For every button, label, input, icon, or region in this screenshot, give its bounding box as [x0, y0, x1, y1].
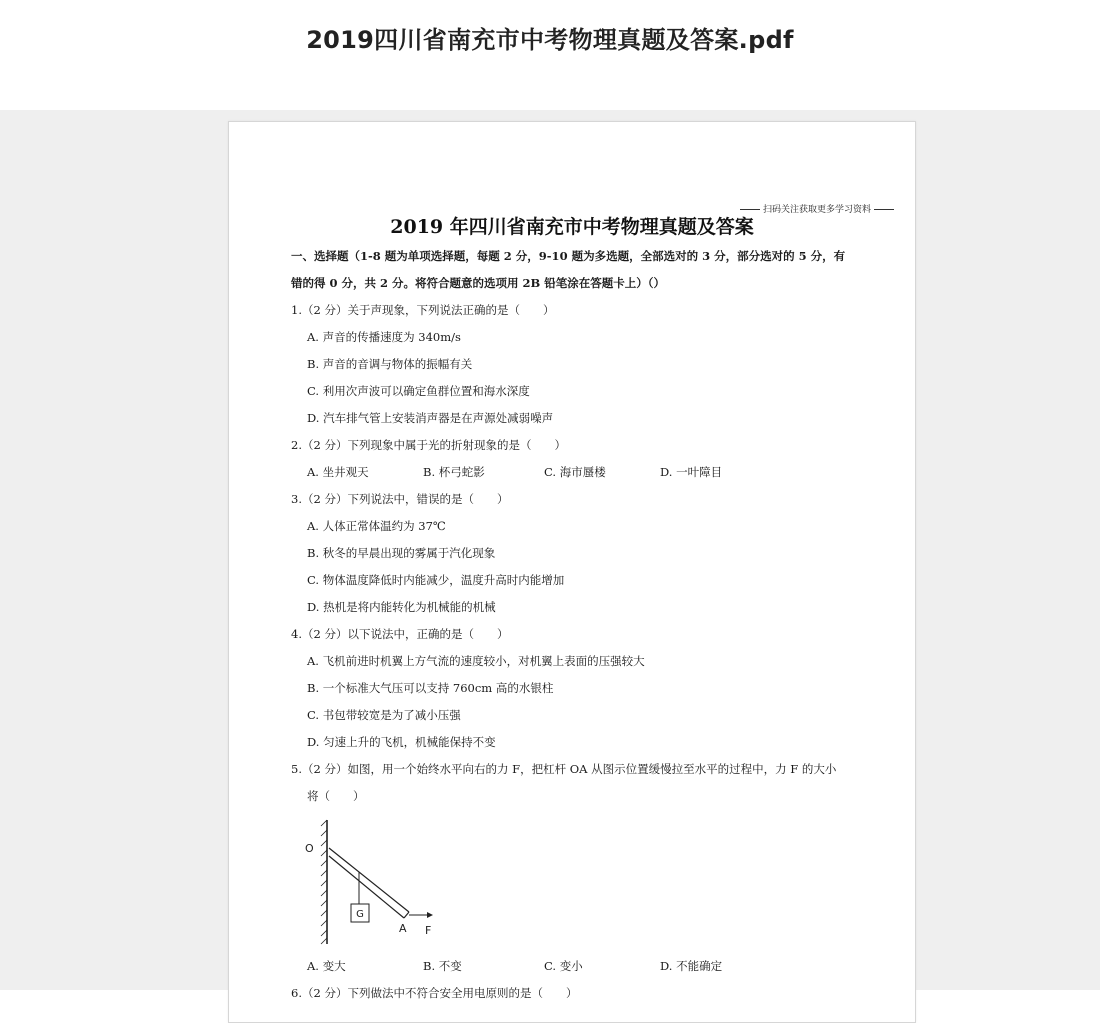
- lever-diagram: [299, 812, 459, 952]
- question-5-option-a: A. 变大: [307, 959, 346, 973]
- question-5-option-d: D. 不能确定: [660, 959, 723, 973]
- wall: [321, 820, 327, 944]
- question-5-stem-line2: 将（ ）: [307, 789, 365, 803]
- document-viewer[interactable]: [0, 110, 1100, 1000]
- question-3-stem: 3.（2 分）下列说法中，错误的是（ ）: [291, 492, 509, 506]
- question-1-option-c: C. 利用次声波可以确定鱼群位置和海水深度: [307, 384, 530, 398]
- question-3-option-b: B. 秋冬的早晨出现的雾属于汽化现象: [307, 546, 496, 560]
- label-f: F: [425, 924, 432, 937]
- question-2-option-b: B. 杯弓蛇影: [423, 465, 485, 479]
- question-2-option-a: A. 坐井观天: [307, 465, 369, 479]
- question-3-option-c: C. 物体温度降低时内能减少，温度升高时内能增加: [307, 573, 565, 587]
- question-1-stem: 1.（2 分）关于声现象，下列说法正确的是（ ）: [291, 303, 555, 317]
- viewer-header: [0, 0, 1100, 110]
- question-2-stem: 2.（2 分）下列现象中属于光的折射现象的是（ ）: [291, 438, 566, 452]
- section-heading-line2: 错的得 0 分，共 2 分。将符合题意的选项用 2B 铅笔涂在答题卡上）（）: [291, 276, 665, 290]
- file-title: 2019四川省南充市中考物理真题及答案.pdf: [306, 26, 794, 54]
- label-a: A: [399, 922, 407, 935]
- pdf-page: [228, 121, 916, 1023]
- question-1-option-b: B. 声音的音调与物体的振幅有关: [307, 357, 473, 371]
- question-4-option-c: C. 书包带较宽是为了减小压强: [307, 708, 461, 722]
- note-dash-left: [740, 209, 760, 210]
- question-4-option-a: A. 飞机前进时机翼上方气流的速度较小，对机翼上表面的压强较大: [307, 654, 645, 668]
- note-dash-right: [874, 209, 894, 210]
- document-title: 2019 年四川省南充市中考物理真题及答案: [390, 216, 754, 238]
- question-2-option-d: D. 一叶障目: [660, 465, 723, 479]
- question-5-stem-line1: 5.（2 分）如图，用一个始终水平向右的力 F，把杠杆 OA 从图示位置缓慢拉至水平的过程中，力 F 的大小: [291, 762, 837, 776]
- top-note-text: 扫码关注获取更多学习资料: [762, 205, 871, 215]
- question-4-option-d: D. 匀速上升的飞机，机械能保持不变: [307, 735, 496, 749]
- question-3-option-a: A. 人体正常体温约为 37℃: [307, 519, 446, 533]
- question-4-stem: 4.（2 分）以下说法中，正确的是（ ）: [291, 627, 509, 641]
- force-arrow: [409, 912, 433, 918]
- section-heading-line1: 一、选择题（1-8 题为单项选择题，每题 2 分，9-10 题为多选题，全部选对的 3 分，部分选对的 5 分，有: [291, 249, 846, 263]
- question-5-option-b: B. 不变: [423, 959, 462, 973]
- question-1-option-d: D. 汽车排气管上安装消声器是在声源处减弱噪声: [307, 411, 554, 425]
- question-4-option-b: B. 一个标准大气压可以支持 760cm 高的水银柱: [307, 681, 554, 695]
- label-o: O: [305, 842, 314, 855]
- question-5-option-c: C. 变小: [544, 959, 583, 973]
- question-6-stem: 6.（2 分）下列做法中不符合安全用电原则的是（ ）: [291, 986, 578, 1000]
- question-3-option-d: D. 热机是将内能转化为机械能的机械: [307, 600, 496, 614]
- question-1-option-a: A. 声音的传播速度为 340m/s: [307, 330, 461, 344]
- label-g: G: [356, 909, 364, 920]
- question-2-option-c: C. 海市蜃楼: [544, 465, 606, 479]
